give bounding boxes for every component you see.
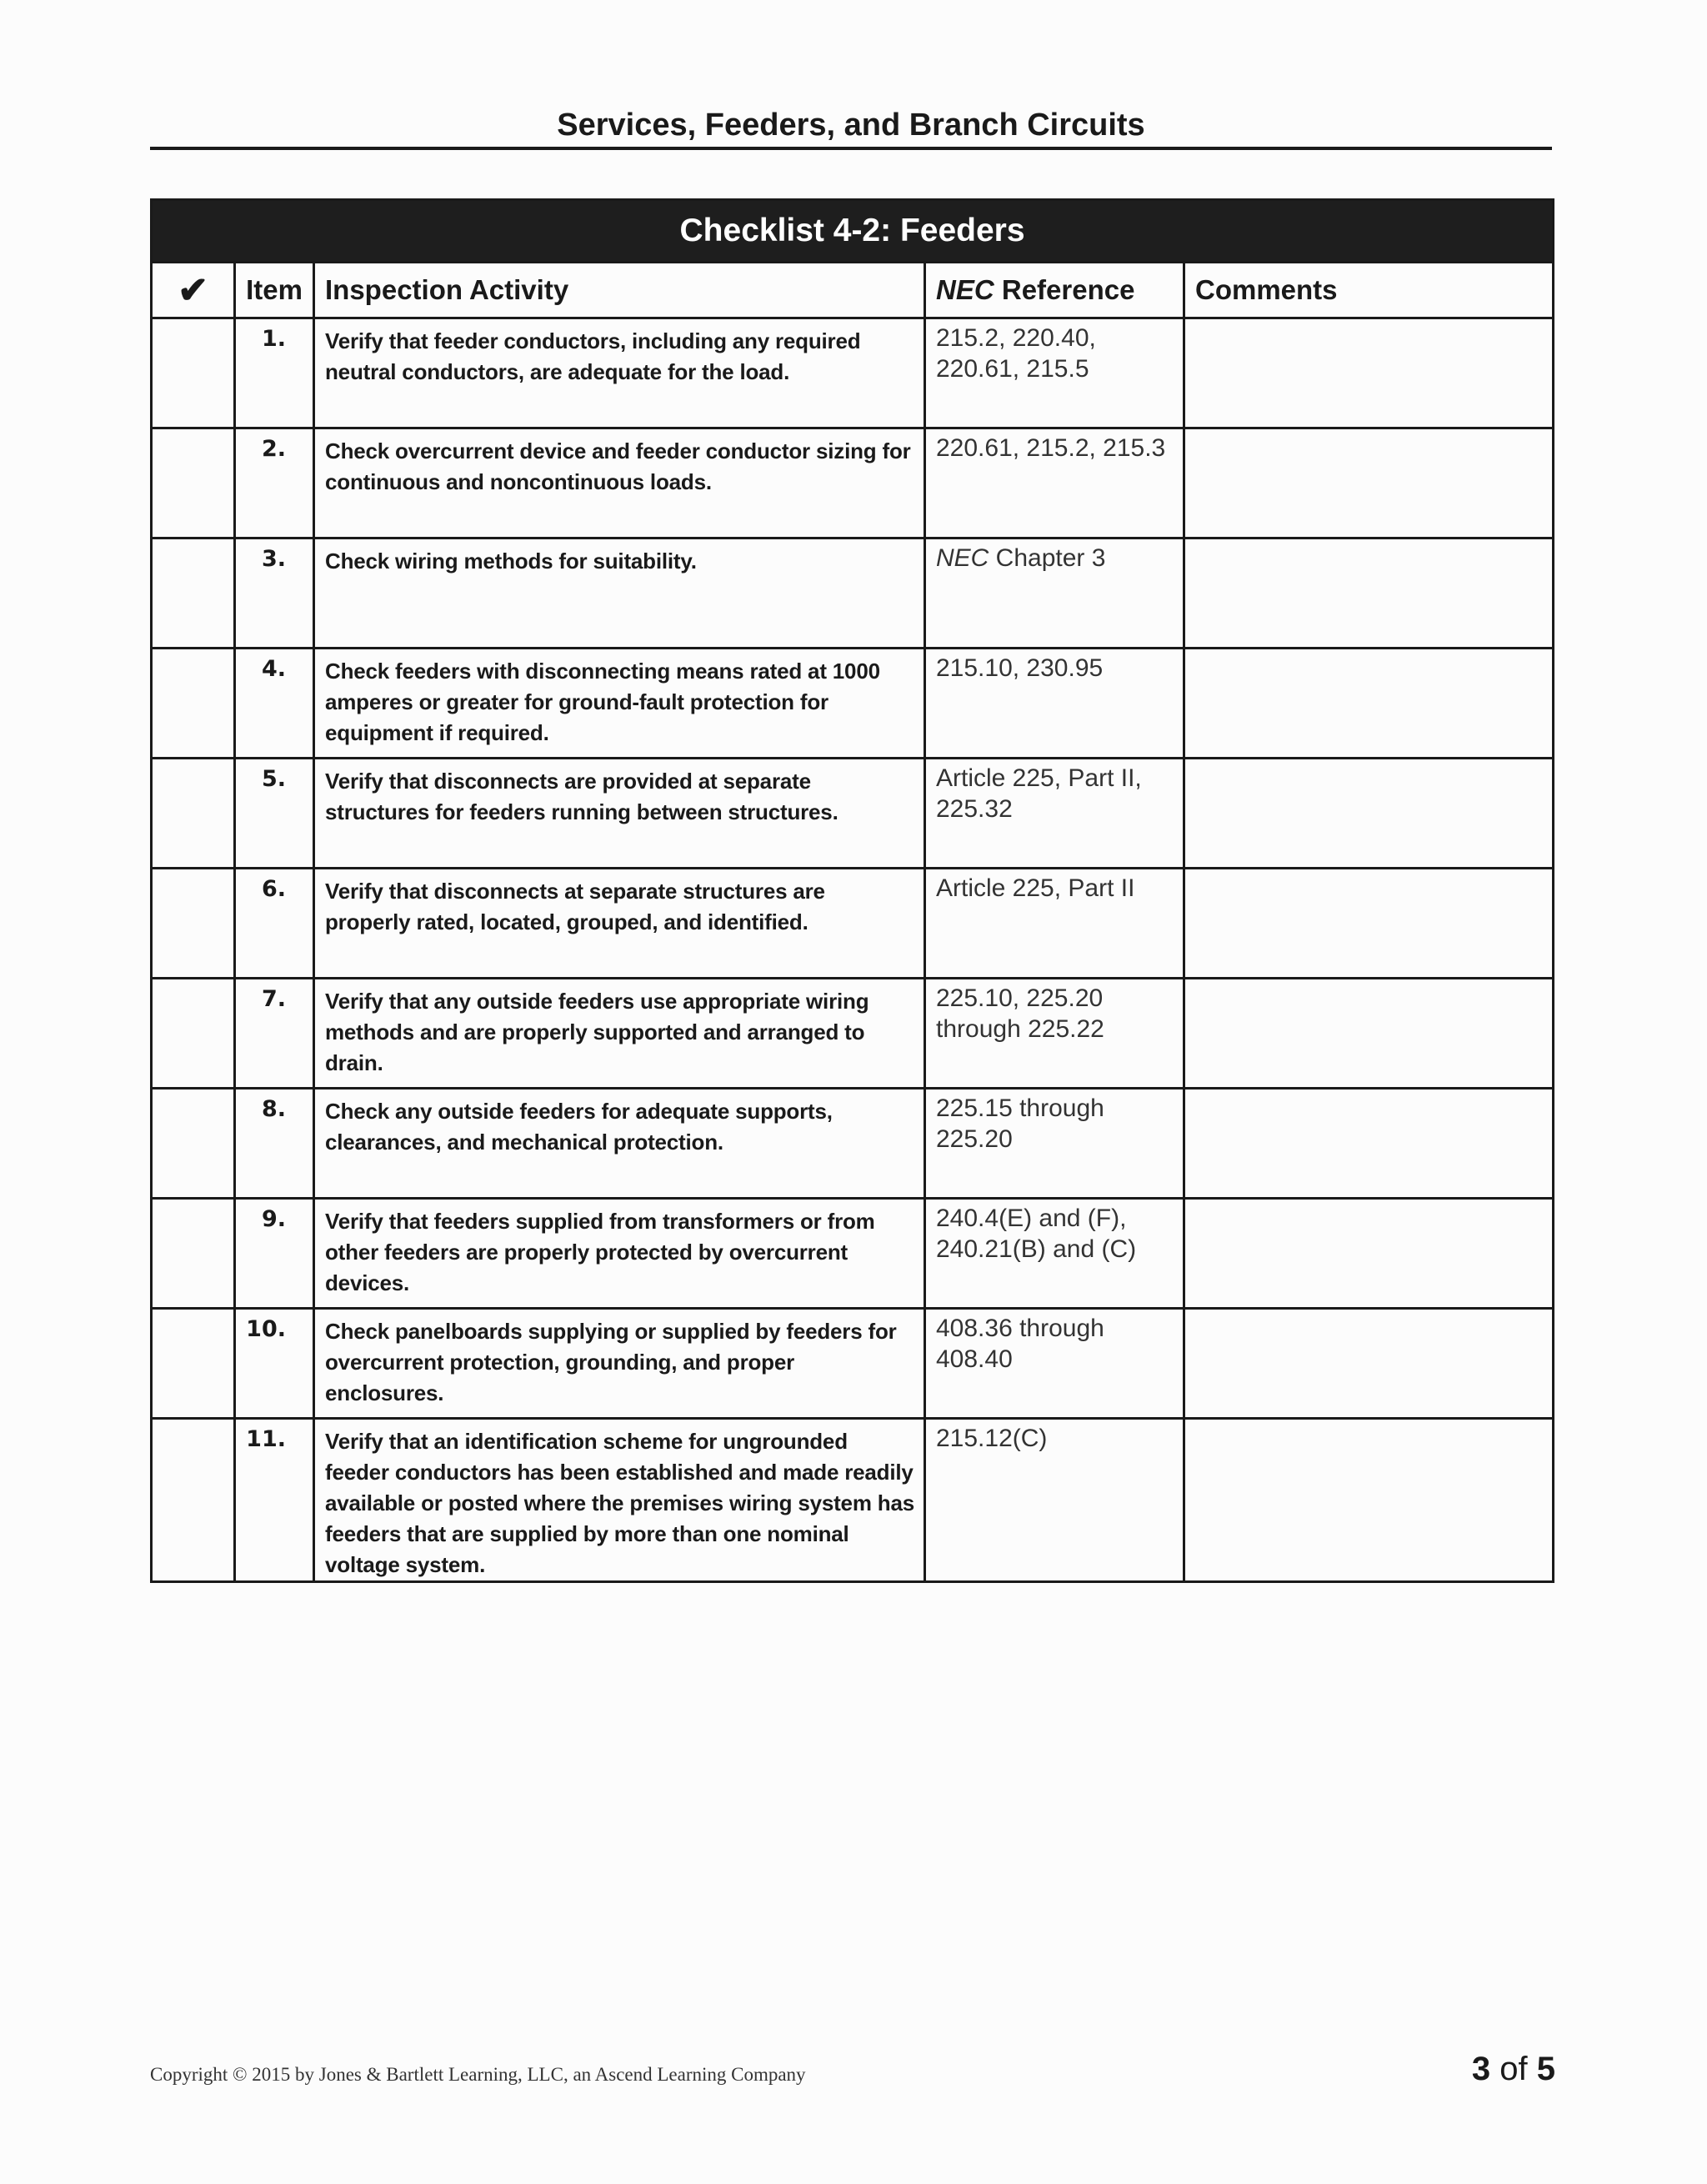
header-divider (150, 147, 1552, 150)
checklist-title: Checklist 4-2: Feeders (152, 200, 1554, 263)
nec-reference-text: 220.61, 215.2, 215.3 (936, 434, 1166, 462)
nec-reference (925, 538, 1184, 649)
nec-reference-text: 408.36 through 408.40 (936, 1315, 1104, 1373)
item-number: 5. (235, 759, 314, 869)
inspection-activity: Check feeders with disconnecting means rated at 1000 amperes or greater for ground-fault protection for equipment if required. (314, 649, 925, 759)
nec-reference-text: Article 225, Part II, 225.32 (936, 764, 1142, 823)
nec-reference-text: 240.4(E) and (F), 240.21(B) and (C) (936, 1205, 1137, 1263)
inspection-activity: Check panelboards supplying or supplied by feeders for overcurrent protection, grounding, and proper enclosures. (314, 1309, 925, 1419)
comments-cell[interactable] (1184, 869, 1554, 979)
nec-reference (925, 1309, 1184, 1419)
column-header-reference-nec: NEC (936, 274, 994, 305)
nec-reference-text: 225.10, 225.20 through 225.22 (936, 984, 1104, 1043)
inspection-activity: Check overcurrent device and feeder conductor sizing for continuous and noncontinuous loads. (314, 428, 925, 538)
nec-reference-text: 215.2, 220.40, 220.61, 215.5 (936, 324, 1096, 383)
checkbox-cell[interactable] (152, 759, 235, 869)
comments-cell[interactable] (1184, 428, 1554, 538)
inspection-activity: Verify that feeders supplied from transformers or from other feeders are properly protected by overcurrent devices. (314, 1199, 925, 1309)
comments-cell[interactable] (1184, 649, 1554, 759)
comments-cell[interactable] (1184, 1419, 1554, 1582)
comments-cell[interactable] (1184, 1309, 1554, 1419)
table-row (152, 979, 1554, 1089)
page-current: 3 (1471, 2051, 1491, 2087)
inspection-activity: Verify that any outside feeders use appropriate wiring methods and are properly supported and arranged to drain. (314, 979, 925, 1089)
checkbox-cell[interactable] (152, 649, 235, 759)
table-row (152, 1199, 1554, 1309)
page-total: 5 (1536, 2051, 1555, 2087)
nec-reference-text: Article 225, Part II (936, 874, 1135, 902)
checkbox-cell[interactable] (152, 1199, 235, 1309)
nec-reference (925, 649, 1184, 759)
page-header: Services, Feeders, and Branch Circuits (557, 108, 1145, 143)
comments-cell[interactable] (1184, 979, 1554, 1089)
checkbox-cell[interactable] (152, 1089, 235, 1199)
copyright-notice: Copyright © 2015 by Jones & Bartlett Learning, LLC, an Ascend Learning Company (150, 2064, 806, 2085)
page-of: of (1499, 2051, 1528, 2087)
table-row (152, 1089, 1554, 1199)
table-row (152, 318, 1554, 428)
checkbox-cell[interactable] (152, 1309, 235, 1419)
inspection-activity: Verify that disconnects are provided at separate structures for feeders running between structures. (314, 759, 925, 869)
nec-reference (925, 1199, 1184, 1309)
table-row (152, 759, 1554, 869)
item-number: 1. (235, 318, 314, 428)
item-number: 4. (235, 649, 314, 759)
item-number: 10. (235, 1309, 314, 1419)
column-header-reference (925, 263, 1184, 318)
column-header-activity: Inspection Activity (314, 263, 925, 318)
comments-cell[interactable] (1184, 538, 1554, 649)
checkbox-cell[interactable] (152, 1419, 235, 1582)
nec-reference (925, 428, 1184, 538)
column-header-reference-label: Reference (994, 274, 1135, 305)
item-number: 3. (235, 538, 314, 649)
inspection-activity: Verify that an identification scheme for ungrounded feeder conductors has been established and made readily available or posted where the premises wiring system has feeders that are supplied by more than one nominal voltage system. (314, 1419, 925, 1582)
page-number (1472, 2051, 1555, 2088)
table-row (152, 649, 1554, 759)
checkbox-cell[interactable] (152, 538, 235, 649)
checkbox-cell[interactable] (152, 869, 235, 979)
comments-cell[interactable] (1184, 1089, 1554, 1199)
column-header-item: Item (235, 263, 314, 318)
table-row (152, 1309, 1554, 1419)
comments-cell[interactable] (1184, 318, 1554, 428)
nec-reference-text: Chapter 3 (989, 544, 1106, 572)
inspection-activity: Verify that feeder conductors, including any required neutral conductors, are adequate for the load. (314, 318, 925, 428)
nec-reference (925, 1089, 1184, 1199)
checklist-rows (152, 318, 1554, 1582)
item-number: 11. (235, 1419, 314, 1582)
table-row (152, 538, 1554, 649)
nec-reference (925, 1419, 1184, 1582)
nec-reference-prefix: NEC (936, 544, 989, 572)
inspection-activity: Check any outside feeders for adequate supports, clearances, and mechanical protection. (314, 1089, 925, 1199)
inspection-activity: Check wiring methods for suitability. (314, 538, 925, 649)
checklist-table (150, 198, 1554, 1583)
nec-reference (925, 869, 1184, 979)
nec-reference-text: 225.15 through 225.20 (936, 1095, 1104, 1153)
item-number: 6. (235, 869, 314, 979)
nec-reference (925, 759, 1184, 869)
table-row (152, 428, 1554, 538)
checkbox-cell[interactable] (152, 318, 235, 428)
comments-cell[interactable] (1184, 759, 1554, 869)
comments-cell[interactable] (1184, 1199, 1554, 1309)
column-header-comments: Comments (1184, 263, 1554, 318)
nec-reference (925, 979, 1184, 1089)
nec-reference-text: 215.12(C) (936, 1425, 1048, 1452)
item-number: 2. (235, 428, 314, 538)
checkmark-icon: ✔ (152, 263, 235, 318)
item-number: 8. (235, 1089, 314, 1199)
table-row (152, 1419, 1554, 1582)
nec-reference (925, 318, 1184, 428)
checkbox-cell[interactable] (152, 979, 235, 1089)
checkbox-cell[interactable] (152, 428, 235, 538)
nec-reference-text: 215.10, 230.95 (936, 654, 1104, 682)
inspection-activity: Verify that disconnects at separate structures are properly rated, located, grouped, and identified. (314, 869, 925, 979)
table-row (152, 869, 1554, 979)
item-number: 9. (235, 1199, 314, 1309)
item-number: 7. (235, 979, 314, 1089)
